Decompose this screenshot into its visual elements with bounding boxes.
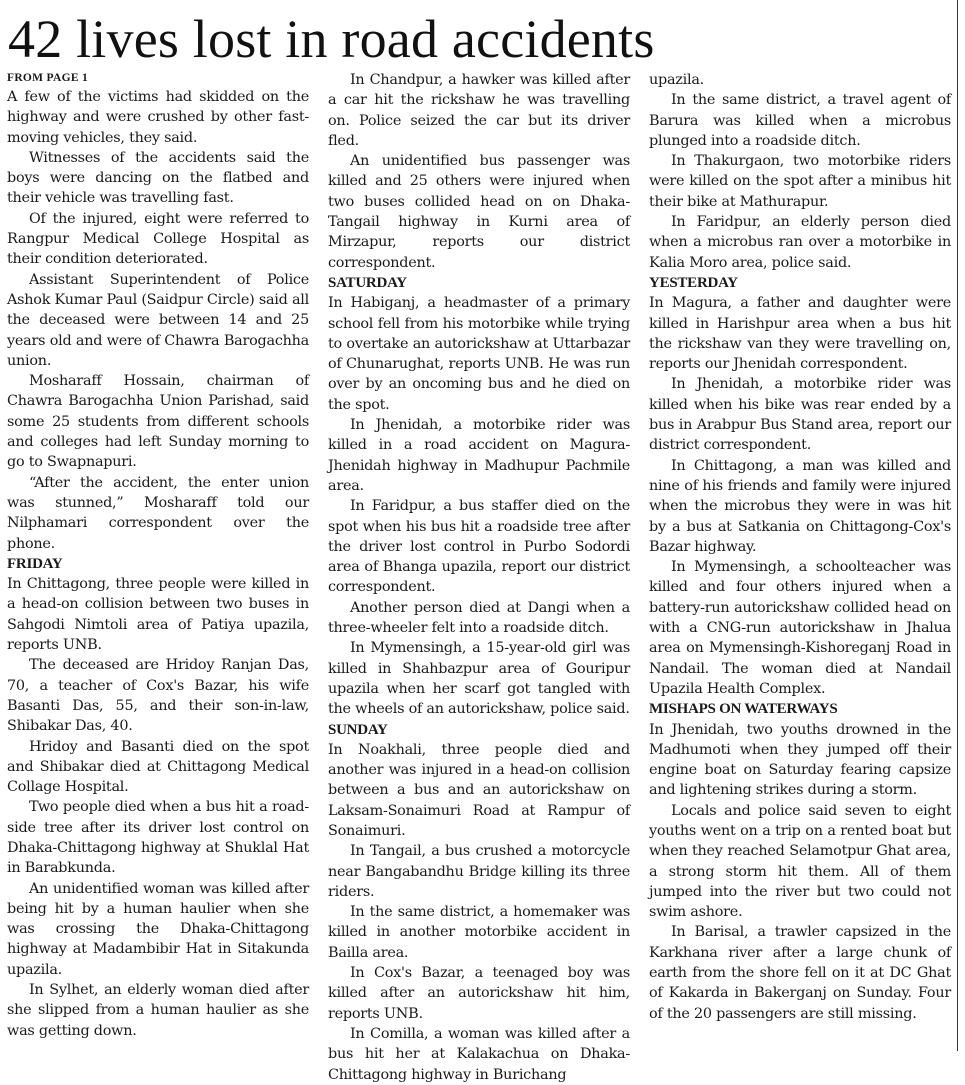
article-paragraph: “After the accident, the enter union was stunned,” Mosharaff told our Nilphamari correspondent over the phone. [7,474,309,552]
article-headline: 42 lives lost in road accidents [8,9,655,69]
article-paragraph: In Faridpur, a bus staffer died on the spot when his bus hit a roadside tree after the driver lost control in Purbo Sodordi area of Bhanga upazila, report our district correspondent. [328,498,630,596]
section-subhead: YESTERDAY [649,274,738,291]
article-paragraph: Two people died when a bus hit a road-side tree after its driver lost control on Dhaka-Chittagong highway at Shuklal Hat in Barabkunda. [7,799,309,877]
article-paragraph: In Faridpur, an elderly person died when a microbus ran over a motorbike in Kalia Moro area, police said. [649,214,951,271]
article-paragraph: An unidentified bus passenger was killed and 25 others were injured when two buses collided head on on Dhaka-Tangail highway in Kurni area of Mirzapur, reports our district correspondent. [328,153,630,271]
article-paragraph: upazila. [649,72,705,88]
article-paragraph: In Tangail, a bus crushed a motorcycle near Bangabandhu Bridge killing its three riders. [328,843,630,900]
article-paragraph: Mosharaff Hossain, chairman of Chawra Barogachha Union Parishad, said some 25 students from different schools and colleges had left Sunday morning to go to Swapnapuri. [7,373,309,471]
section-subhead: SATURDAY [328,274,407,291]
article-paragraph: In Barisal, a trawler capsized in the Karkhana river after a large chunk of earth from the shore fell on it at DC Ghat of Kakarda in Bakerganj on Sunday. Four of the 20 passengers are still missing. [649,924,951,1022]
article-paragraph: Witnesses of the accidents said the boys were dancing on the flatbed and their vehicle was travelling fast. [7,149,309,207]
article-paragraph: In Comilla, a woman was killed after a bus hit her at Kalakachua on Dhaka-Chittagong highway in Burichang [328,1025,630,1083]
article-paragraph: In Thakurgaon, two motorbike riders were killed on the spot after a minibus hit their bike at Mathurapur. [649,153,951,210]
article-paragraph: In Cox's Bazar, a teenaged boy was killed after an autorickshaw hit him, reports UNB. [328,965,630,1022]
article-paragraph: In Jhenidah, two youths drowned in the Madhumoti when they jumped off their engine boat on Saturday fearing capsize and lightening strikes during a storm. [649,721,951,799]
article-column-1 [7,70,309,1048]
article-column-3 [649,70,951,1048]
article-paragraph: In Mymensingh, a 15-year-old girl was killed in Shahbazpur area of Gouripur upazila when her scarf got tangled with the wheels of an autorickshaw, police said. [328,640,630,718]
page-edge-rule [957,0,958,1051]
article-paragraph: In Magura, a father and daughter were killed in Harishpur area when a bus hit the rickshaw van they were travelling on, reports our Jhenidah correspondent. [649,295,951,373]
section-subhead: FRIDAY [7,555,63,572]
article-paragraph: In the same district, a travel agent of Barura was killed when a microbus plunged into a roadside ditch. [649,92,951,149]
article-paragraph: In Jhenidah, a motorbike rider was killed in a road accident on Magura-Jhenidah highway in Madhupur Pachmile area. [328,417,630,494]
article-paragraph: A few of the victims had skidded on the highway and were crushed by other fast-moving vehicles, they said. [7,89,309,146]
article-paragraph: Of the injured, eight were referred to Rangpur Medical College Hospital as their condition deteriorated. [7,210,309,268]
article-paragraph: In Mymensingh, a schoolteacher was killed and four others injured when a battery-run autorickshaw collided head on with a CNG-run autorickshaw in Jhalua area on Mymensingh-Kishoreganj Road in Nandail. The woman died at Nandail Upazila Health Complex. [649,559,951,697]
article-paragraph: In Habiganj, a headmaster of a primary school fell from his motorbike while trying to overtake an autorickshaw at Uttarbazar of Chunarughat, reports UNB. He was run over by an oncoming bus and he died on the spot. [328,295,630,413]
article-paragraph: In Chittagong, a man was killed and nine of his friends and family were injured when the microbus they were in was hit by a bus at Satkania on Chittagong-Cox's Bazar highway. [649,457,951,555]
section-subhead: MISHAPS ON WATERWAYS [649,701,838,718]
article-paragraph: In Sylhet, an elderly woman died after she slipped from a human haulier as she was getting down. [7,982,309,1039]
section-subhead: SUNDAY [328,721,388,738]
article-paragraph: Locals and police said seven to eight youths went on a trip on a rented boat but when they reached Selamotpur Ghat area, a strong storm hit them. All of them jumped into the river but two could not swim ashore. [649,802,951,921]
article-paragraph: In Chandpur, a hawker was killed after a car hit the rickshaw he was travelling on. Police seized the car but its driver fled. [328,72,630,149]
article-paragraph: In Chittagong, three people were killed in a head-on collision between two buses in Sahgodi Nimtoli area of Patiya upazila, reports UNB. [7,576,309,654]
continuation-kicker: FROM PAGE 1 [7,72,89,84]
article-paragraph: An unidentified woman was killed after being hit by a human haulier when she was crossing the Dhaka-Chittagong highway at Madambibir Hat in Sitakunda upazila. [7,880,309,978]
article-paragraph: The deceased are Hridoy Ranjan Das, 70, a teacher of Cox's Bazar, his wife Basanti Das, 55, and their son-in-law, Shibakar Das, 40. [7,657,309,735]
article-paragraph: In Jhenidah, a motorbike rider was killed when his bike was rear ended by a bus in Arabpur Bus Stand area, report our district correspondent. [649,376,951,454]
article-paragraph: Hridoy and Basanti died on the spot and Shibakar died at Chittagong Medical Collage Hospital. [7,738,309,796]
article-paragraph: Another person died at Dangi when a three-wheeler felt into a roadside ditch. [328,599,630,637]
article-paragraph: Assistant Superintendent of Police Ashok Kumar Paul (Saidpur Circle) said all the deceased were between 14 and 25 years old and were of Chawra Barogachha union. [7,271,309,369]
article-paragraph: In the same district, a homemaker was killed in another motorbike accident in Bailla area. [328,904,630,961]
article-column-2 [328,70,630,1083]
article-paragraph: In Noakhali, three people died and another was injured in a head-on collision between a bus and an autorickshaw on Laksam-Sonaimuri Road at Rampur of Sonaimuri. [328,741,630,839]
